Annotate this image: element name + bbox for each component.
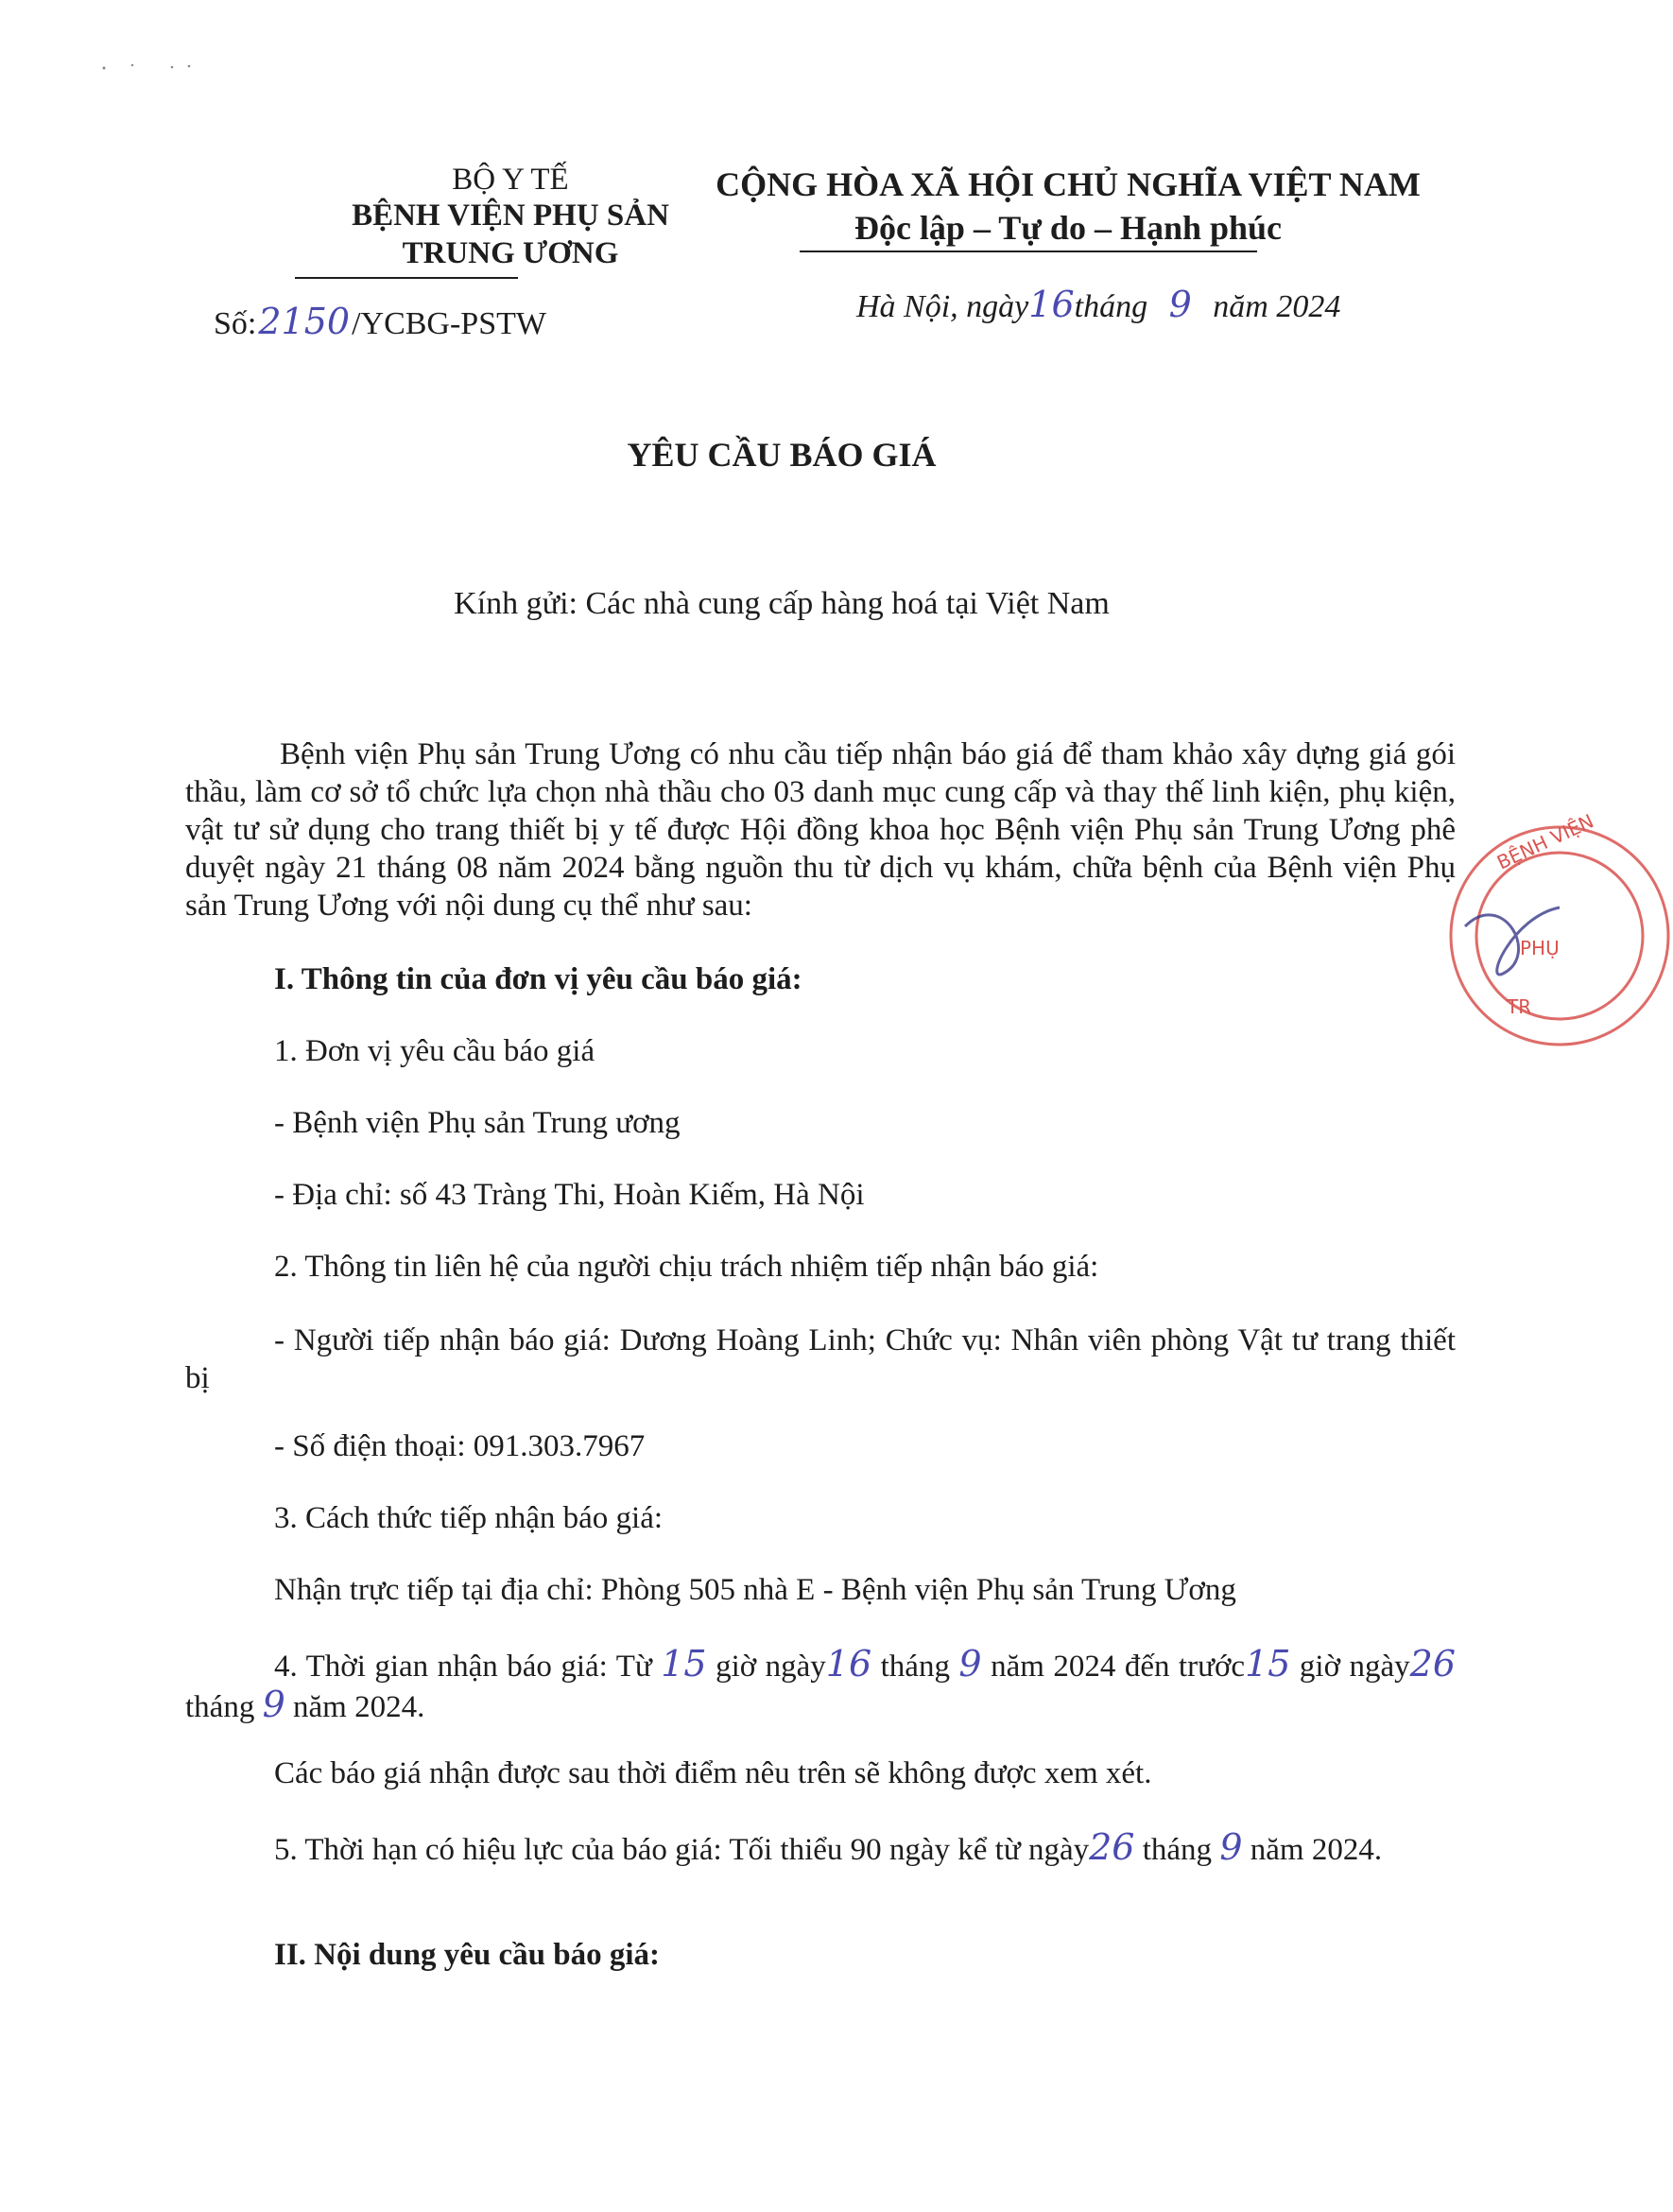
date-day-handwritten: 16	[1028, 284, 1075, 325]
item2-phone: - Số điện thoại: 091.303.7967	[274, 1429, 646, 1463]
item4-text-4: năm 2024 đến trước	[991, 1650, 1246, 1684]
item4-start-day-handwritten: 16	[825, 1643, 872, 1685]
intro-paragraph	[185, 735, 1456, 925]
item4-end-day-handwritten: 26	[1409, 1643, 1456, 1685]
item4-period	[185, 1645, 1456, 1726]
doc-number-suffix: /YCBG-PSTW	[352, 306, 546, 341]
hospital-name-line1: BỆNH VIỆN PHỤ SẢN	[352, 199, 669, 233]
item4-start-hour-handwritten: 15	[661, 1643, 707, 1685]
item4-text-5: giờ ngày	[1299, 1650, 1410, 1684]
item2-person	[185, 1322, 1456, 1397]
national-motto: Độc lập – Tự do – Hạnh phúc	[854, 209, 1283, 247]
item4-note: Các báo giá nhận được sau thời điểm nêu trên sẽ không được xem xét.	[274, 1756, 1152, 1790]
item5-text-3: năm 2024.	[1250, 1833, 1383, 1867]
national-title: CỘNG HÒA XÃ HỘI CHỦ NGHĨA VIỆT NAM	[716, 165, 1421, 203]
stamp-text-top: BỆNH VIỆN	[1492, 809, 1597, 874]
item5-text-2: tháng	[1142, 1833, 1213, 1867]
item3-method: Nhận trực tiếp tại địa chỉ: Phòng 505 nhà E - Bệnh viện Phụ sản Trung Ương	[274, 1573, 1236, 1607]
item4-text-3: tháng	[880, 1650, 950, 1684]
date-year: năm 2024	[1213, 289, 1341, 324]
doc-number-prefix: Số:	[214, 306, 257, 341]
hospital-name-line2: TRUNG ƯƠNG	[402, 236, 619, 270]
scan-marks	[95, 57, 208, 76]
item5-month-handwritten: 9	[1219, 1826, 1243, 1868]
item4-end-hour-handwritten: 15	[1245, 1643, 1291, 1685]
stamp-text-bottom: TR	[1507, 995, 1532, 1018]
item5-day-handwritten: 26	[1089, 1826, 1135, 1868]
item4-text-1: 4. Thời gian nhận báo giá: Từ	[274, 1650, 652, 1684]
item5-text-1: 5. Thời hạn có hiệu lực của báo giá: Tối thiểu 90 ngày kể từ ngày	[274, 1833, 1090, 1867]
item2-title: 2. Thông tin liên hệ của người chịu trách nhiệm tiếp nhận báo giá:	[274, 1250, 1099, 1284]
date-place: Hà Nội, ngày	[856, 289, 1029, 324]
item1-name: - Bệnh viện Phụ sản Trung ương	[274, 1106, 681, 1140]
item1-address: - Địa chỉ: số 43 Tràng Thi, Hoàn Kiếm, Hà Nội	[274, 1178, 865, 1212]
motto-underline	[800, 251, 1257, 252]
item4-text-6: tháng	[185, 1690, 255, 1724]
ministry-name: BỘ Y TẾ	[452, 163, 569, 197]
item4-text-7: năm 2024.	[293, 1690, 425, 1724]
official-stamp	[1446, 809, 1673, 1087]
document-title: YÊU CẦU BÁO GIÁ	[627, 436, 937, 474]
stamp-text-mid: PHỤ	[1520, 937, 1560, 959]
hospital-name-underline	[295, 277, 518, 279]
item1-title: 1. Đơn vị yêu cầu báo giá	[274, 1034, 595, 1068]
section1-heading: I. Thông tin của đơn vị yêu cầu báo giá:	[274, 962, 802, 996]
item2-person-text: - Người tiếp nhận báo giá: Dương Hoàng Linh; Chức vụ: Nhân viên phòng Vật tư trang thiết bị	[185, 1323, 1456, 1395]
item5-validity	[185, 1828, 1456, 1869]
item4-start-month-handwritten: 9	[958, 1643, 982, 1685]
document-number	[214, 301, 546, 342]
date-month-label: tháng	[1074, 289, 1148, 324]
salutation: Kính gửi: Các nhà cung cấp hàng hoá tại Việt Nam	[454, 586, 1110, 621]
item4-end-month-handwritten: 9	[262, 1684, 285, 1725]
intro-text: Bệnh viện Phụ sản Trung Ương có nhu cầu tiếp nhận báo giá để tham khảo xây dựng giá gói thầu, làm cơ sở tổ chức lựa chọn nhà thầu cho 03 danh mục cung cấp và thay thế linh kiện, phụ kiện, vật tư sử dụng cho trang thiết bị y tế được Hội đồng khoa học Bệnh viện Phụ sản Trung Ương phê duyệt ngày 21 tháng 08 năm 2024 bằng nguồn thu từ dịch vụ khám, chữa bệnh của Bệnh viện Phụ sản Trung Ương với nội dung cụ thể như sau:	[185, 737, 1456, 923]
item4-text-2: giờ ngày	[716, 1650, 826, 1684]
doc-number-handwritten: 2150	[258, 301, 351, 342]
date-line	[856, 284, 1340, 325]
item3-title: 3. Cách thức tiếp nhận báo giá:	[274, 1501, 664, 1535]
section2-heading: II. Nội dung yêu cầu báo giá:	[274, 1938, 661, 1972]
date-month-handwritten: 9	[1168, 284, 1192, 325]
